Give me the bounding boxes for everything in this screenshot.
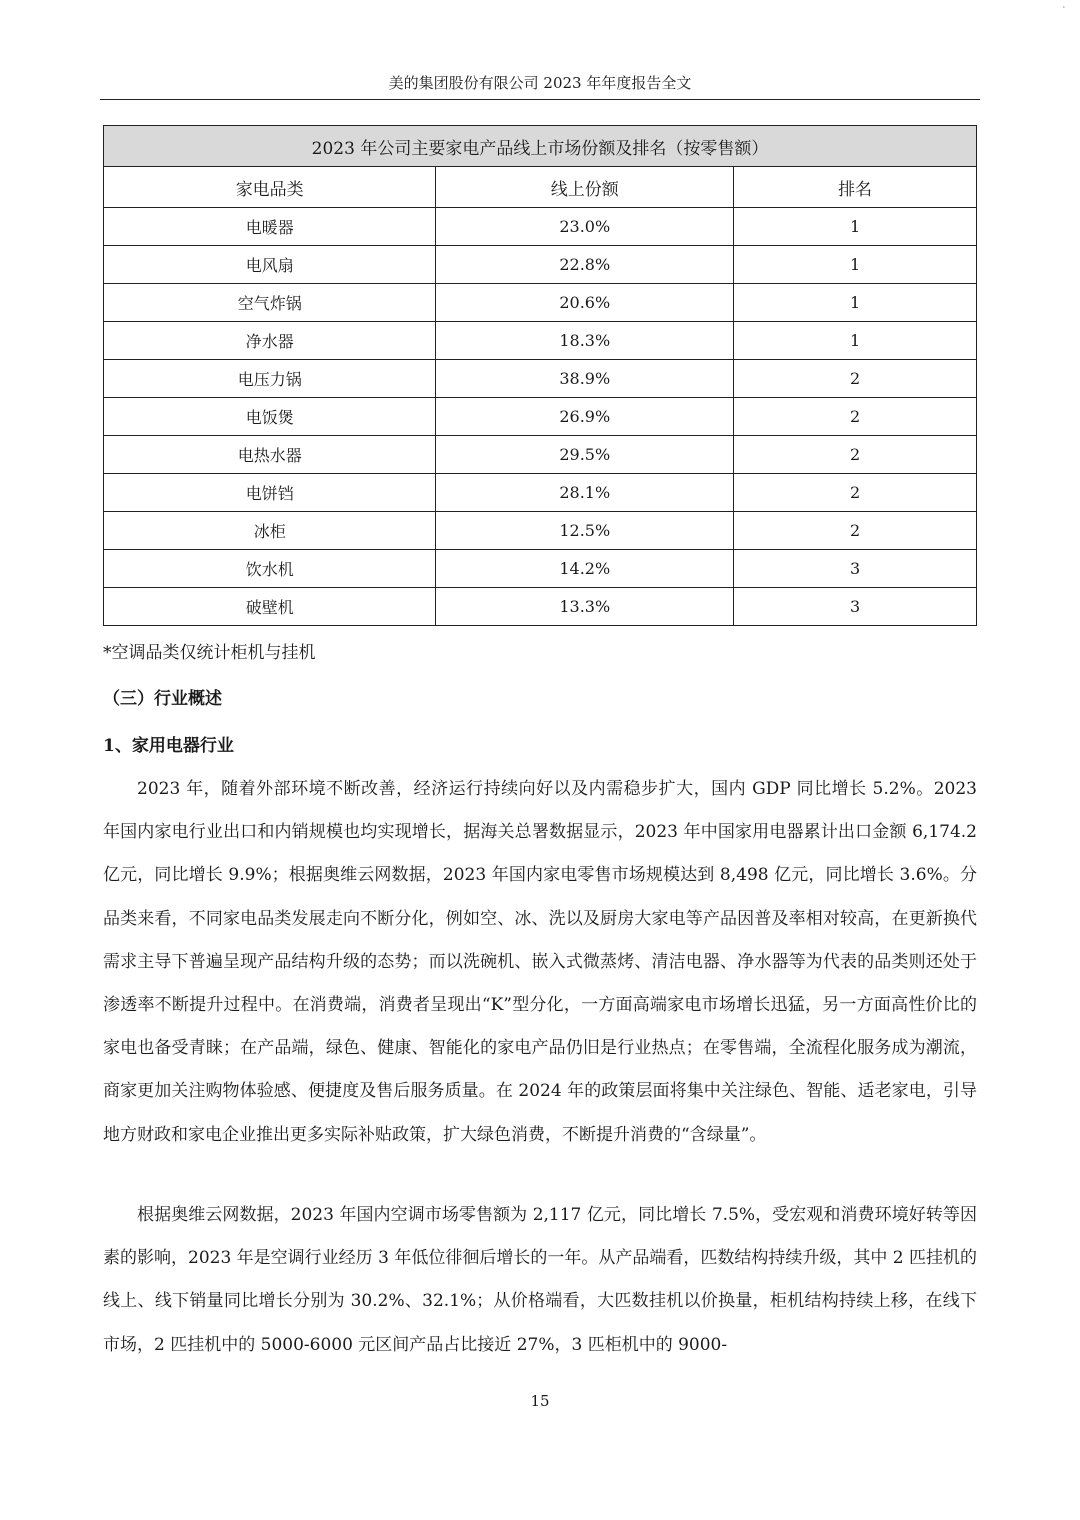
market-share-table bbox=[103, 125, 977, 626]
table-footnote: *空调品类仅统计柜机与挂机 bbox=[103, 643, 316, 663]
table-row bbox=[104, 208, 977, 246]
cell-rank: 3 bbox=[734, 588, 977, 626]
table-row bbox=[104, 436, 977, 474]
cell-share: 29.5% bbox=[436, 436, 734, 474]
section-heading: （三）行业概述 bbox=[103, 689, 222, 709]
cell-share: 38.9% bbox=[436, 360, 734, 398]
page-curl-mark: · bbox=[1061, 0, 1066, 16]
cell-share: 28.1% bbox=[436, 474, 734, 512]
table-row bbox=[104, 398, 977, 436]
cell-category: 电压力锅 bbox=[104, 360, 436, 398]
cell-category: 饮水机 bbox=[104, 550, 436, 588]
cell-rank: 1 bbox=[734, 322, 977, 360]
cell-category: 电风扇 bbox=[104, 246, 436, 284]
page-header: 美的集团股份有限公司 2023 年年度报告全文 bbox=[100, 72, 980, 100]
column-header-share: 线上份额 bbox=[436, 167, 734, 208]
cell-rank: 1 bbox=[734, 246, 977, 284]
cell-share: 18.3% bbox=[436, 322, 734, 360]
table-row bbox=[104, 474, 977, 512]
cell-category: 电饼铛 bbox=[104, 474, 436, 512]
column-header-rank: 排名 bbox=[734, 167, 977, 208]
cell-rank: 1 bbox=[734, 284, 977, 322]
subsection-heading: 1、家用电器行业 bbox=[103, 736, 234, 756]
cell-category: 电暖器 bbox=[104, 208, 436, 246]
cell-share: 26.9% bbox=[436, 398, 734, 436]
table-row bbox=[104, 512, 977, 550]
cell-rank: 2 bbox=[734, 436, 977, 474]
cell-category: 空气炸锅 bbox=[104, 284, 436, 322]
cell-share: 13.3% bbox=[436, 588, 734, 626]
cell-rank: 2 bbox=[734, 360, 977, 398]
table-row bbox=[104, 322, 977, 360]
table-row bbox=[104, 360, 977, 398]
cell-category: 破壁机 bbox=[104, 588, 436, 626]
cell-rank: 1 bbox=[734, 208, 977, 246]
table-row bbox=[104, 284, 977, 322]
body-paragraph: 根据奥维云网数据，2023 年国内空调市场零售额为 2,117 亿元，同比增长 7.5%，受宏观和消费环境好转等因素的影响，2023 年是空调行业经历 3 年低位徘徊后增长的一年。从产品端看，匹数结构持续升级，其中 2 匹挂机的线上、线下销量同比增长分别为 30.2%、32.1%；从价格端看，大匹数挂机以价换量，柜机结构持续上移，在线下市场，2 匹挂机中的 5000-6000 元区间产品占比接近 27%，3 匹柜机中的 9000- bbox=[103, 1205, 977, 1355]
body-paragraph: 2023 年，随着外部环境不断改善，经济运行持续向好以及内需稳步扩大，国内 GDP 同比增长 5.2%。2023 年国内家电行业出口和内销规模也均实现增长，据海关总署数据显示，2023 年中国家用电器累计出口金额 6,174.2 亿元，同比增长 9.9%；根据奥维云网数据，2023 年国内家电零售市场规模达到 8,498 亿元，同比增长 3.6%。分品类来看，不同家电品类发展走向不断分化，例如空、冰、洗以及厨房大家电等产品因普及率相对较高，在更新换代需求主导下普遍呈现产品结构升级的态势；而以洗碗机、嵌入式微蒸烤、清洁电器、净水器等为代表的品类则还处于渗透率不断提升过程中。在消费端，消费者呈现出“K”型分化，一方面高端家电市场增长迅猛，另一方面高性价比的家电也备受青睐；在产品端，绿色、健康、智能化的家电产品仍旧是行业热点；在零售端，全流程化服务成为潮流，商家更加关注购物体验感、便捷度及售后服务质量。在 2024 年的政策层面将集中关注绿色、智能、适老家电，引导地方财政和家电企业推出更多实际补贴政策，扩大绿色消费，不断提升消费的“含绿量”。 bbox=[103, 779, 977, 1145]
cell-category: 净水器 bbox=[104, 322, 436, 360]
cell-share: 14.2% bbox=[436, 550, 734, 588]
cell-rank: 2 bbox=[734, 398, 977, 436]
table-row bbox=[104, 588, 977, 626]
table-title-row bbox=[104, 126, 977, 167]
column-header-category: 家电品类 bbox=[104, 167, 436, 208]
cell-share: 23.0% bbox=[436, 208, 734, 246]
table-row bbox=[104, 550, 977, 588]
page-number: 15 bbox=[530, 1392, 550, 1410]
table-title: 2023 年公司主要家电产品线上市场份额及排名（按零售额） bbox=[104, 126, 977, 167]
cell-rank: 2 bbox=[734, 474, 977, 512]
cell-share: 12.5% bbox=[436, 512, 734, 550]
cell-category: 电饭煲 bbox=[104, 398, 436, 436]
cell-category: 冰柜 bbox=[104, 512, 436, 550]
cell-category: 电热水器 bbox=[104, 436, 436, 474]
cell-share: 20.6% bbox=[436, 284, 734, 322]
table-row bbox=[104, 246, 977, 284]
cell-rank: 3 bbox=[734, 550, 977, 588]
cell-share: 22.8% bbox=[436, 246, 734, 284]
cell-rank: 2 bbox=[734, 512, 977, 550]
table-header-row bbox=[104, 167, 977, 208]
